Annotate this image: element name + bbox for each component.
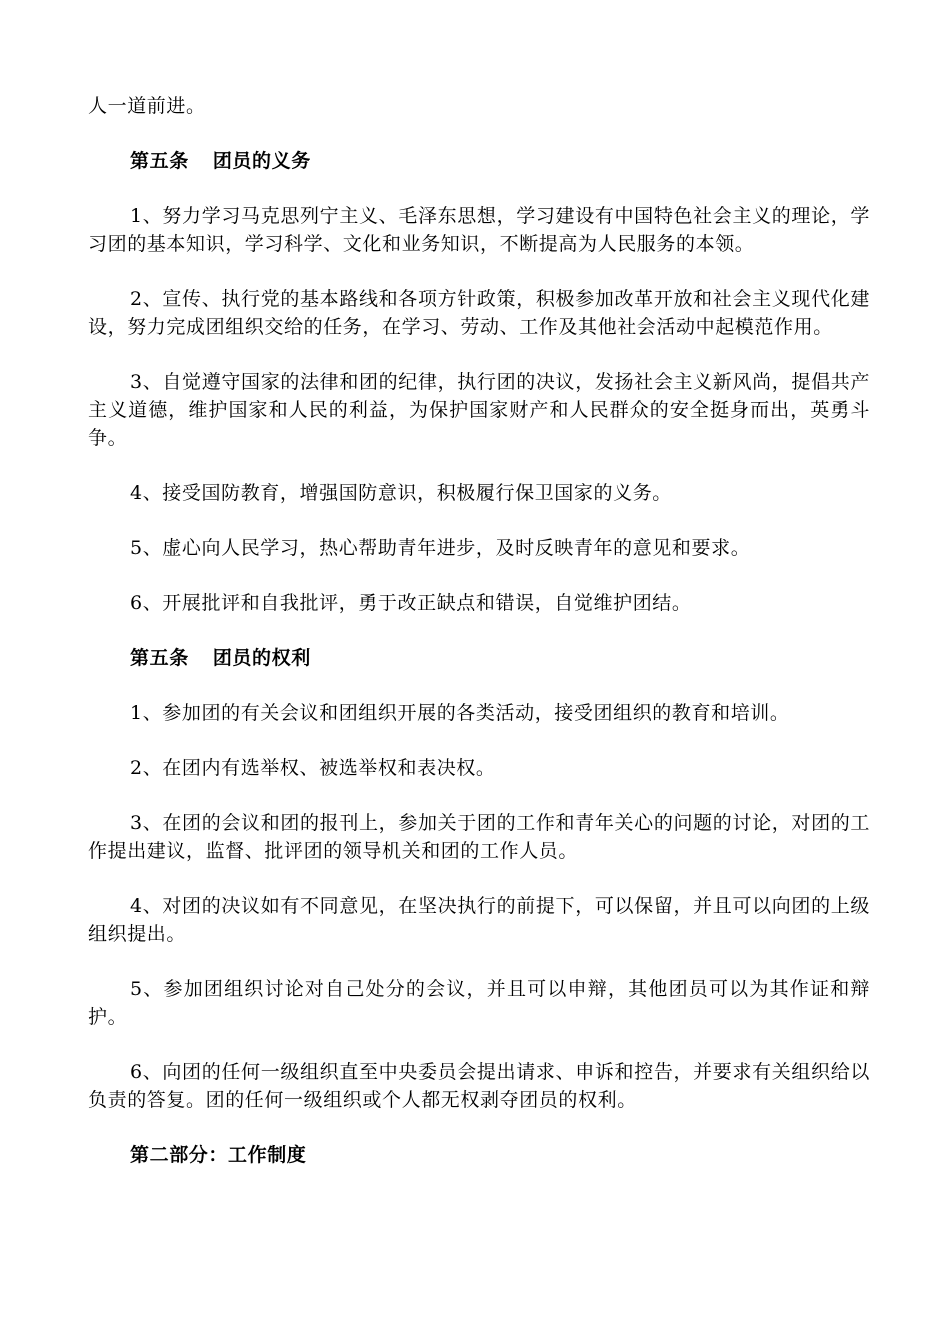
part-two-heading: 第二部分：工作制度 — [130, 1144, 307, 1166]
opening-line: 人一道前进。 — [88, 95, 206, 117]
right-item-6: 6、向团的任何一级组织直至中央委员会提出请求、申诉和控告，并要求有关组织给以负责的答复。团的任何一级组织或个人都无权剥夺团员的权利。 — [88, 1061, 870, 1111]
right-item-4: 4、对团的决议如有不同意见，在坚决执行的前提下，可以保留，并且可以向团的上级组织提出。 — [88, 895, 870, 945]
rights-heading — [88, 644, 870, 672]
right-item-3: 3、在团的会议和团的报刊上，参加关于团的工作和青年关心的问题的讨论，对团的工作提出建议，监督、批评团的领导机关和团的工作人员。 — [88, 812, 870, 862]
duty-item-5: 5、虚心向人民学习，热心帮助青年进步，及时反映青年的意见和要求。 — [130, 537, 751, 559]
right-item-1: 1、参加团的有关会议和团组织开展的各类活动，接受团组织的教育和培训。 — [130, 702, 790, 724]
right-item-2: 2、在团内有选举权、被选举权和表决权。 — [130, 757, 496, 779]
duty-item-6: 6、开展批评和自我批评，勇于改正缺点和错误，自觉维护团结。 — [130, 592, 692, 614]
rights-heading-label: 第五条 — [130, 647, 189, 669]
duty-item-3: 3、自觉遵守国家的法律和团的纪律，执行团的决议，发扬社会主义新风尚，提倡共产主义道德，维护国家和人民的利益，为保护国家财产和人民群众的安全挺身而出，英勇斗争。 — [88, 371, 870, 449]
right-item-5: 5、参加团组织讨论对自己处分的会议，并且可以申辩，其他团员可以为其作证和辩护。 — [88, 978, 870, 1028]
duties-heading-title: 团员的义务 — [212, 150, 311, 172]
document-page — [88, 92, 870, 1196]
duties-heading — [88, 147, 870, 175]
duty-item-1: 1、努力学习马克思列宁主义、毛泽东思想，学习建设有中国特色社会主义的理论，学习团的基本知识，学习科学、文化和业务知识，不断提高为人民服务的本领。 — [88, 205, 870, 255]
duty-item-2: 2、宣传、执行党的基本路线和各项方针政策，积极参加改革开放和社会主义现代化建设，努力完成团组织交给的任务，在学习、劳动、工作及其他社会活动中起模范作用。 — [88, 288, 870, 338]
duty-item-4: 4、接受国防教育，增强国防意识，积极履行保卫国家的义务。 — [130, 482, 672, 504]
rights-heading-title: 团员的权利 — [212, 647, 311, 669]
duties-heading-label: 第五条 — [130, 150, 189, 172]
